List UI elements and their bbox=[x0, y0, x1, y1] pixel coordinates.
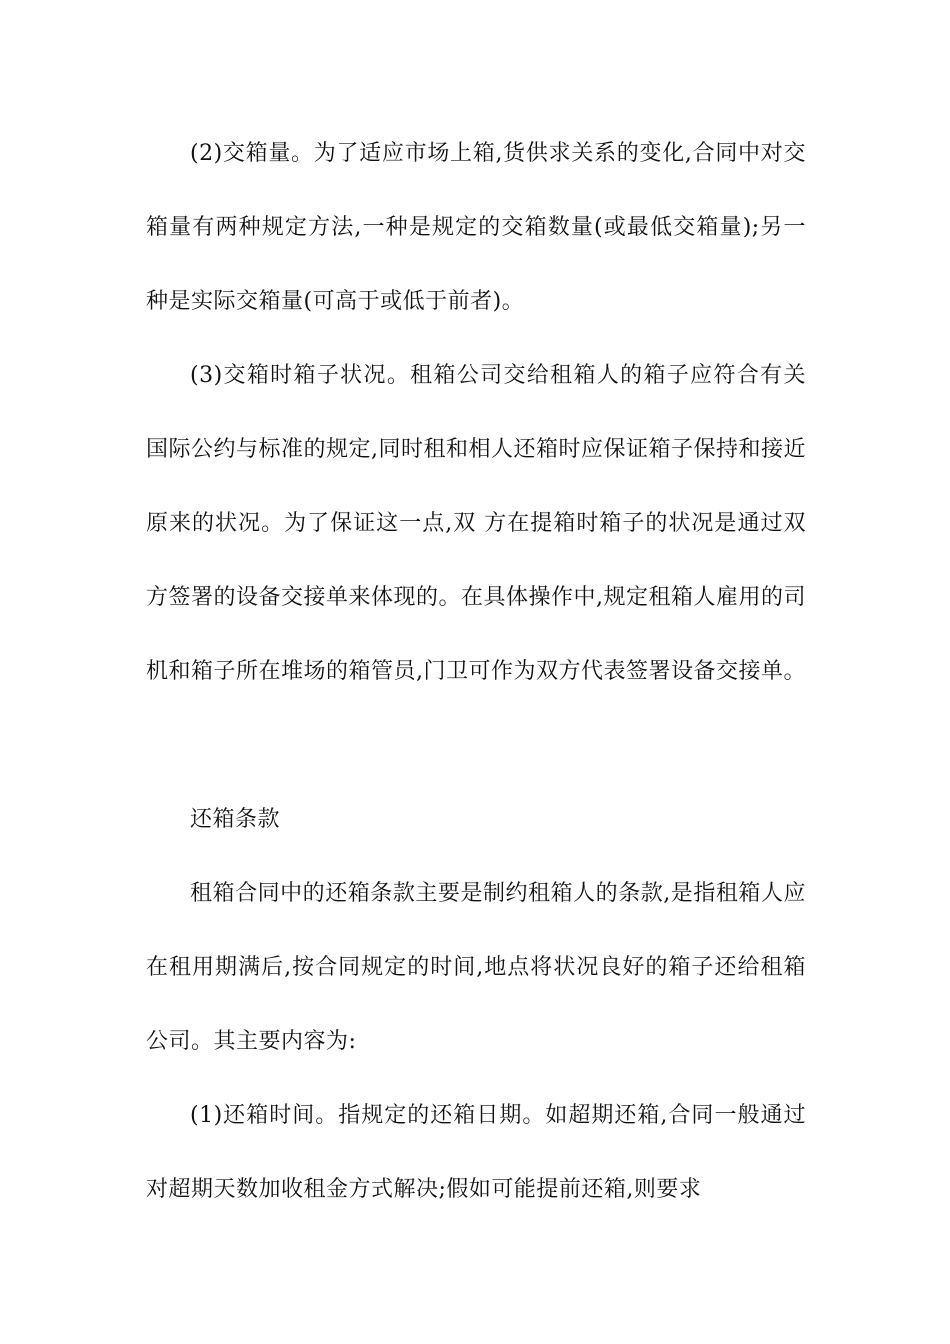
paragraph-container-condition: (3)交箱时箱子状况。租箱公司交给租箱人的箱子应符合有关国际公约与标准的规定,同时租和相人还箱时应保证箱子保持和接近原来的状况。为了保证这一点,双 方在提箱时箱子的状况是通过双方签署的设备交接单来体现的。在具体操作中,规定租箱人雇用的司机和箱子所在堆场的箱管员,门卫可作为双方代表签署设备交接单。 bbox=[146, 363, 806, 684]
paragraph-container-quantity: (2)交箱量。为了适应市场上箱,货供求关系的变化,合同中对交箱量有两种规定方法,一种是规定的交箱数量(或最低交箱量);另一种是实际交箱量(可高于或低于前者)。 bbox=[146, 141, 806, 314]
section-heading-return-terms: 还箱条款 bbox=[190, 807, 281, 832]
paragraph-return-terms-intro: 租箱合同中的还箱条款主要是制约租箱人的条款,是指租箱人应在租用期满后,按合同规定的时间,地点将状况良好的箱子还给租箱公司。其主要内容为: bbox=[146, 881, 806, 1054]
paragraph-return-time: (1)还箱时间。指规定的还箱日期。如超期还箱,合同一般通过对超期天数加收租金方式解决;假如可能提前还箱,则要求 bbox=[146, 1103, 806, 1202]
